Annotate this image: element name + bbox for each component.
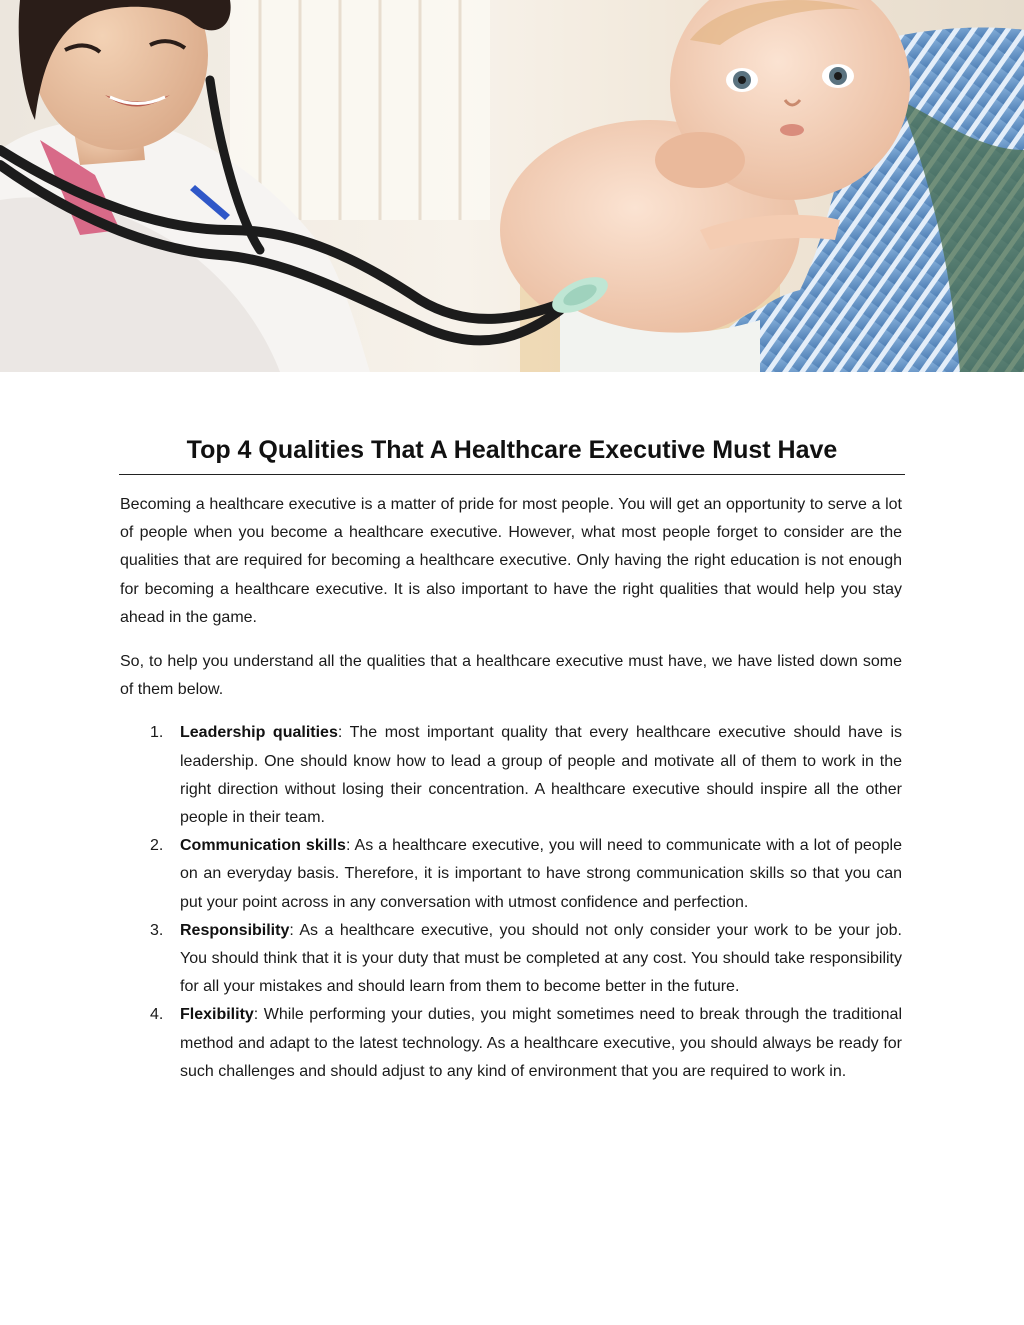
list-item-number: 1. — [150, 724, 164, 742]
list-item-heading: Flexibility — [180, 1006, 254, 1024]
hero-image — [0, 0, 1024, 372]
intro-paragraph: Becoming a healthcare executive is a matter of pride for most people. You will get an opportunity to serve a lot of people when you become a healthcare executive. However, what most people forget to consider are the qualities that are required for becoming a healthcare executive. Only having the right education is not enough for becoming a healthcare executive. It is also important to have the right qualities that would help you stay ahead in the game. — [120, 496, 902, 626]
list-item — [119, 1001, 905, 1086]
list-item-description: : As a healthcare executive, you will need to communicate with a lot of people on an everyday basis. Therefore, it is important to have strong communication skills so that you can put your point across in any conversation with utmost confidence and perfection. — [180, 837, 902, 911]
article — [119, 428, 905, 1086]
qualities-list — [119, 719, 905, 1086]
list-item-heading: Leadership qualities — [180, 724, 338, 742]
list-item-description: : The most important quality that every healthcare executive should have is leadership. One should know how to lead a group of people and motivate all of them to work in the right direction without losing their concentration. A healthcare executive should inspire all the other people in their team. — [180, 724, 902, 827]
list-item-heading: Responsibility — [180, 921, 290, 939]
lead-in-paragraph: So, to help you understand all the qualities that a healthcare executive must have, we have listed down some of them below. — [120, 653, 902, 699]
list-item-number: 3. — [150, 921, 164, 939]
list-item-description: : As a healthcare executive, you should not only consider your work to be your job. You should think that it is your duty that must be completed at any cost. You should take responsibility for all your mistakes and should learn from them to become better in the future. — [180, 921, 902, 996]
list-item — [119, 719, 905, 832]
doctor-examining-baby-photo — [0, 0, 1024, 372]
list-item — [119, 917, 905, 1002]
list-item — [119, 832, 905, 917]
list-item-number: 4. — [150, 1006, 164, 1024]
list-item-number: 2. — [150, 837, 164, 855]
article-title: Top 4 Qualities That A Healthcare Executive Must Have — [119, 428, 905, 475]
list-item-heading: Communication skills — [180, 837, 346, 855]
list-item-description: : While performing your duties, you might sometimes need to break through the traditional method and adapt to the latest technology. As a healthcare executive, you should always be ready for such challenges and should adjust to any kind of environment that you are required to work in. — [180, 1006, 902, 1080]
